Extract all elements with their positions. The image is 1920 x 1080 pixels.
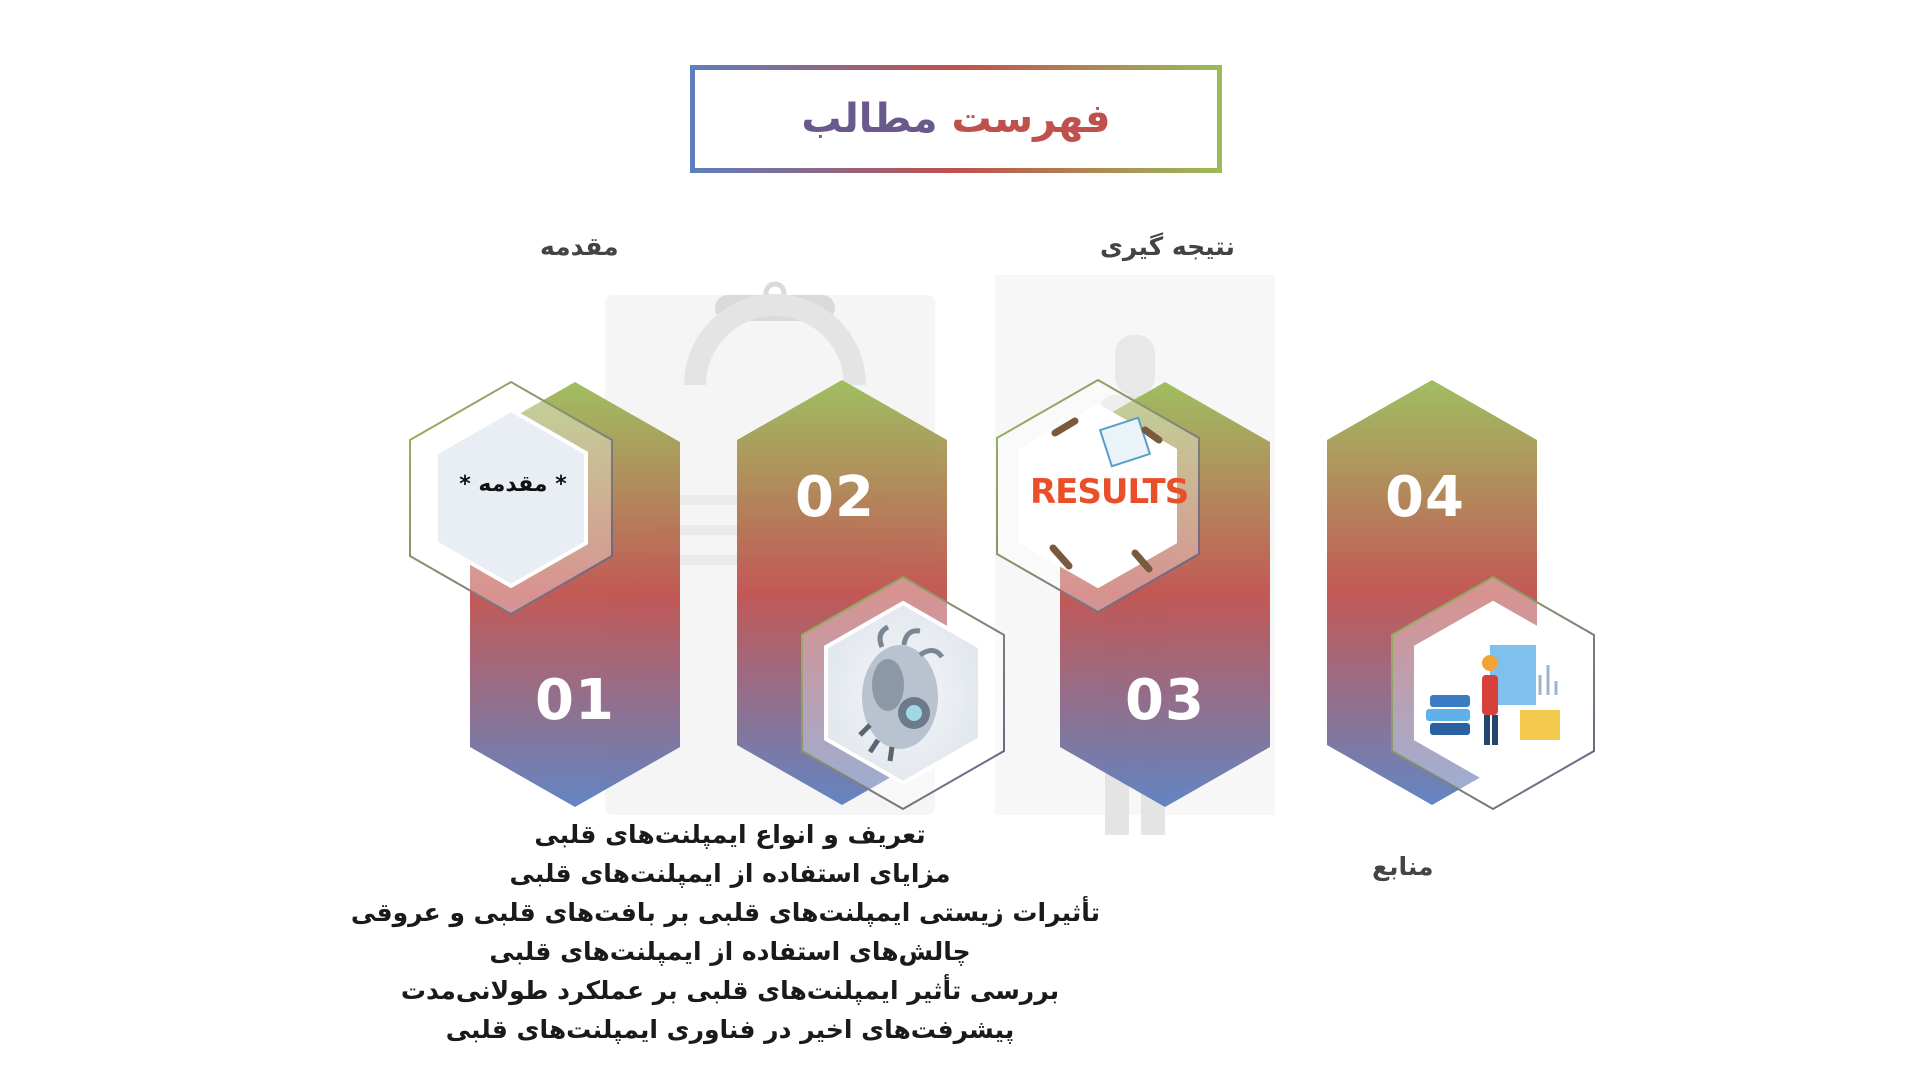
title-word-2: مطالب: [801, 96, 938, 142]
label-intro: مقدمه: [540, 232, 619, 261]
card-01-number: 01: [535, 668, 615, 733]
title-box: [690, 65, 1222, 173]
card-04-hex-image: [1390, 575, 1596, 811]
toc-item: تعریف و انواع ایمپلنت‌های قلبی: [534, 820, 926, 849]
results-word: [1030, 472, 1189, 512]
toc-item: مزایای استفاده از ایمپلنت‌های قلبی: [509, 859, 951, 888]
card-02-number: 02: [795, 465, 875, 530]
toc-item: پیشرفت‌های اخیر در فناوری ایمپلنت‌های قلبی: [445, 1015, 1015, 1044]
card-03-number: 03: [1125, 668, 1205, 733]
title-word-1: فهرست: [951, 96, 1111, 142]
card-02-hex-image: [800, 575, 1006, 811]
page-title: [801, 96, 1110, 142]
card-01-hex-frame: [408, 380, 614, 616]
card-04-number: 04: [1385, 465, 1465, 530]
results-word-text: RESULTS: [1030, 472, 1189, 512]
toc-list: [350, 815, 1100, 1049]
label-sources: منابع: [1372, 852, 1434, 881]
card-01-inner-text: * مقدمه *: [459, 472, 567, 497]
label-conclusion: نتیجه گیری: [1100, 232, 1235, 261]
toc-item: بررسی تأثیر ایمپلنت‌های قلبی بر عملکرد طولانی‌مدت: [400, 976, 1060, 1005]
toc-item: چالش‌های استفاده از ایمپلنت‌های قلبی: [489, 937, 971, 966]
toc-item: تأثیرات زیستی ایمپلنت‌های قلبی بر بافت‌های قلبی و عروقی: [350, 898, 1100, 927]
